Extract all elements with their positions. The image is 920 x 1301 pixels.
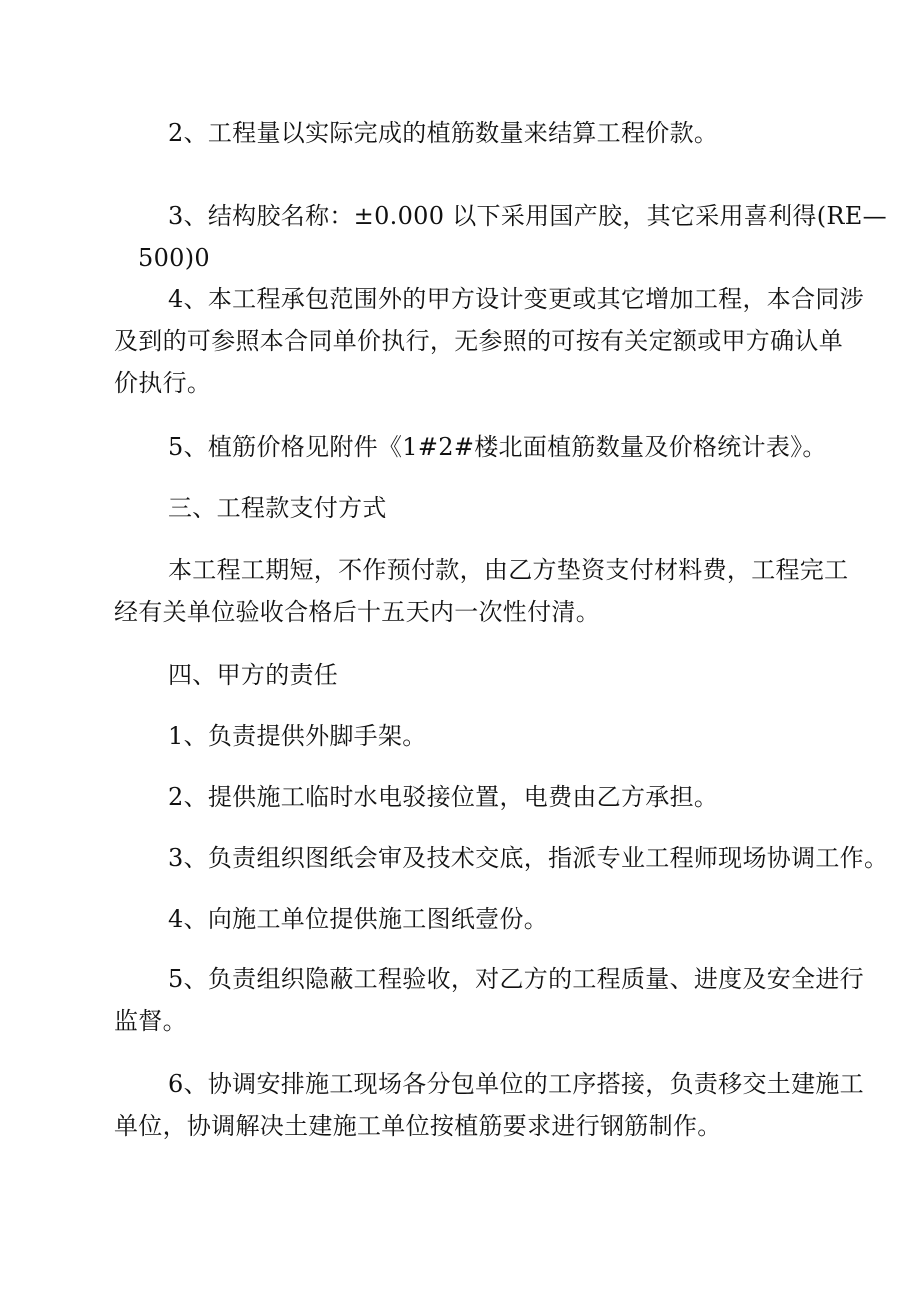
text-line: 三、工程款支付方式 <box>168 494 387 522</box>
paragraph-item-4-changes <box>114 278 864 404</box>
section-3-heading <box>168 487 808 529</box>
paragraph-item-2-settlement <box>168 112 808 154</box>
text-line: 2、提供施工临时水电驳接位置，电费由乙方承担。 <box>168 783 719 811</box>
paragraph-duty-3 <box>168 837 889 879</box>
text-line: 及到的可参照本合同单价执行，无参照的可按有关定额或甲方确认单 <box>114 327 843 355</box>
text-line: 监督。 <box>114 1007 187 1035</box>
paragraph-item-3-adhesive <box>138 195 887 279</box>
text-line: 单位，协调解决土建施工单位按植筋要求进行钢筋制作。 <box>114 1112 722 1140</box>
section-4-heading <box>168 654 808 696</box>
paragraph-duty-5 <box>114 958 864 1042</box>
paragraph-duty-1 <box>168 715 808 757</box>
text-line: 4、向施工单位提供施工图纸壹份。 <box>168 905 549 933</box>
paragraph-item-5-price <box>168 426 827 468</box>
text-line: 2、工程量以实际完成的植筋数量来结算工程价款。 <box>168 119 719 147</box>
text-line: 经有关单位验收合格后十五天内一次性付清。 <box>114 598 600 626</box>
text-line: 6、协调安排施工现场各分包单位的工序搭接，负责移交土建施工 <box>168 1070 864 1098</box>
text-line: 四、甲方的责任 <box>168 661 339 689</box>
text-line: 1、负责提供外脚手架。 <box>168 722 427 750</box>
text-line: 3、负责组织图纸会审及技术交底，指派专业工程师现场协调工作。 <box>168 844 889 872</box>
paragraph-payment <box>114 549 849 633</box>
text-line: 4、本工程承包范围外的甲方设计变更或其它增加工程，本合同涉 <box>168 285 864 313</box>
text-line: 3、结构胶名称：±0.000 以下采用国产胶，其它采用喜利得(RE— <box>168 202 887 230</box>
paragraph-duty-4 <box>168 898 808 940</box>
text-line: 5、植筋价格见附件《1#2#楼北面植筋数量及价格统计表》。 <box>168 433 827 461</box>
text-line: 本工程工期短，不作预付款，由乙方垫资支付材料费，工程完工 <box>168 556 849 584</box>
paragraph-duty-2 <box>168 776 808 818</box>
text-line: 500)0 <box>138 244 210 272</box>
text-line: 价执行。 <box>114 369 212 397</box>
text-line: 5、负责组织隐蔽工程验收，对乙方的工程质量、进度及安全进行 <box>168 965 864 993</box>
paragraph-duty-6 <box>114 1063 864 1147</box>
